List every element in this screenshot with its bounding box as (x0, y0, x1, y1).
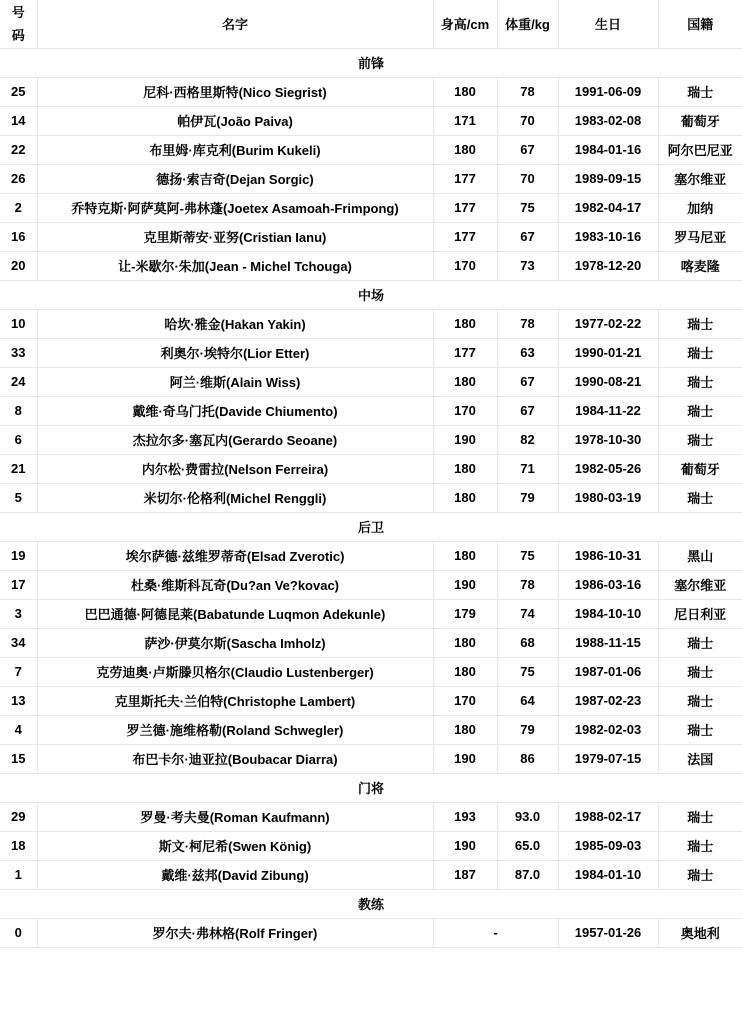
name-cell: 罗尔夫·弗林格(Rolf Fringer) (37, 918, 433, 947)
weight-cell: 70 (497, 106, 558, 135)
weight-cell: 78 (497, 77, 558, 106)
nationality-cell: 葡萄牙 (658, 454, 742, 483)
weight-cell: 67 (497, 135, 558, 164)
nationality-cell: 瑞士 (658, 338, 742, 367)
weight-cell: 93.0 (497, 802, 558, 831)
nationality-cell: 葡萄牙 (658, 106, 742, 135)
nationality-cell: 罗马尼亚 (658, 222, 742, 251)
player-row (0, 425, 742, 454)
height-cell: 190 (433, 744, 497, 773)
player-row (0, 367, 742, 396)
height-cell: 190 (433, 425, 497, 454)
player-row (0, 454, 742, 483)
weight-cell: 87.0 (497, 860, 558, 889)
birthday-cell: 1989-09-15 (558, 164, 658, 193)
height-cell: 170 (433, 251, 497, 280)
nationality-cell: 喀麦隆 (658, 251, 742, 280)
height-cell: 187 (433, 860, 497, 889)
nationality-cell: 瑞士 (658, 657, 742, 686)
height-cell: 180 (433, 367, 497, 396)
height-cell: 180 (433, 541, 497, 570)
weight-cell: 65.0 (497, 831, 558, 860)
birthday-cell: 1983-10-16 (558, 222, 658, 251)
number-cell: 1 (0, 860, 37, 889)
table-body (0, 48, 742, 947)
nationality-cell: 瑞士 (658, 425, 742, 454)
height-cell: 170 (433, 396, 497, 425)
name-cell: 德扬·索吉奇(Dejan Sorgic) (37, 164, 433, 193)
birthday-cell: 1987-01-06 (558, 657, 658, 686)
nationality-cell: 瑞士 (658, 715, 742, 744)
weight-cell: 86 (497, 744, 558, 773)
nationality-cell: 法国 (658, 744, 742, 773)
player-row (0, 657, 742, 686)
number-cell: 26 (0, 164, 37, 193)
nationality-cell: 瑞士 (658, 367, 742, 396)
player-row (0, 396, 742, 425)
nationality-cell: 奥地利 (658, 918, 742, 947)
player-row (0, 744, 742, 773)
player-row (0, 570, 742, 599)
birthday-cell: 1990-08-21 (558, 367, 658, 396)
birthday-cell: 1979-07-15 (558, 744, 658, 773)
weight-cell: 75 (497, 193, 558, 222)
number-cell: 18 (0, 831, 37, 860)
player-row (0, 309, 742, 338)
name-cell: 罗曼·考夫曼(Roman Kaufmann) (37, 802, 433, 831)
nationality-cell: 瑞士 (658, 628, 742, 657)
birthday-cell: 1984-10-10 (558, 599, 658, 628)
weight-cell: 79 (497, 483, 558, 512)
section-header-row (0, 512, 742, 541)
col-header-birthday-label: 生日 (594, 17, 621, 33)
number-cell: 29 (0, 802, 37, 831)
number-cell: 6 (0, 425, 37, 454)
col-header-weight (497, 0, 558, 48)
number-cell: 10 (0, 309, 37, 338)
name-cell: 帕伊瓦(João Paiva) (37, 106, 433, 135)
number-cell: 8 (0, 396, 37, 425)
name-cell: 克里斯托夫·兰伯特(Christophe Lambert) (37, 686, 433, 715)
player-row (0, 77, 742, 106)
player-row (0, 338, 742, 367)
col-header-name-label: 名字 (221, 17, 248, 33)
player-row (0, 251, 742, 280)
section-label: 教练 (0, 889, 742, 918)
number-cell: 0 (0, 918, 37, 947)
player-row (0, 628, 742, 657)
name-cell: 萨沙·伊莫尔斯(Sascha Imholz) (37, 628, 433, 657)
weight-cell: 67 (497, 367, 558, 396)
birthday-cell: 1977-02-22 (558, 309, 658, 338)
section-header-row (0, 889, 742, 918)
number-cell: 24 (0, 367, 37, 396)
name-cell: 利奥尔·埃特尔(Lior Etter) (37, 338, 433, 367)
section-header-row (0, 48, 742, 77)
player-row (0, 715, 742, 744)
number-cell: 33 (0, 338, 37, 367)
number-cell: 19 (0, 541, 37, 570)
height-cell: 177 (433, 338, 497, 367)
weight-cell: 63 (497, 338, 558, 367)
player-row (0, 918, 742, 947)
weight-cell: 67 (497, 396, 558, 425)
name-cell: 埃尔萨德·兹维罗蒂奇(Elsad Zverotic) (37, 541, 433, 570)
height-cell: 177 (433, 222, 497, 251)
number-cell: 14 (0, 106, 37, 135)
height-cell: 180 (433, 628, 497, 657)
nationality-cell: 瑞士 (658, 860, 742, 889)
player-row (0, 135, 742, 164)
birthday-cell: 1986-10-31 (558, 541, 658, 570)
nationality-cell: 阿尔巴尼亚 (658, 135, 742, 164)
number-cell: 34 (0, 628, 37, 657)
number-cell: 25 (0, 77, 37, 106)
weight-cell: 82 (497, 425, 558, 454)
number-cell: 22 (0, 135, 37, 164)
birthday-cell: 1987-02-23 (558, 686, 658, 715)
player-row (0, 193, 742, 222)
section-header-row (0, 773, 742, 802)
col-header-name (37, 0, 433, 48)
name-cell: 布里姆·库克利(Burim Kukeli) (37, 135, 433, 164)
player-row (0, 483, 742, 512)
col-header-nationality-label: 国籍 (687, 17, 714, 33)
col-header-number-label: 号码 (11, 4, 25, 43)
height-cell: 179 (433, 599, 497, 628)
name-cell: 乔特克斯·阿萨莫阿-弗林蓬(Joetex Asamoah-Frimpong) (37, 193, 433, 222)
player-row (0, 860, 742, 889)
number-cell: 5 (0, 483, 37, 512)
player-row (0, 599, 742, 628)
height-cell: 170 (433, 686, 497, 715)
birthday-cell: 1982-04-17 (558, 193, 658, 222)
number-cell: 16 (0, 222, 37, 251)
player-row (0, 802, 742, 831)
number-cell: 3 (0, 599, 37, 628)
height-cell: 180 (433, 715, 497, 744)
table-header (0, 0, 742, 48)
name-cell: 戴维·奇乌门托(Davide Chiumento) (37, 396, 433, 425)
nationality-cell: 瑞士 (658, 483, 742, 512)
birthday-cell: 1988-11-15 (558, 628, 658, 657)
weight-cell: 78 (497, 570, 558, 599)
player-row (0, 222, 742, 251)
height-cell: 180 (433, 454, 497, 483)
birthday-cell: 1982-05-26 (558, 454, 658, 483)
height-cell: 177 (433, 164, 497, 193)
weight-cell: 74 (497, 599, 558, 628)
birthday-cell: 1985-09-03 (558, 831, 658, 860)
birthday-cell: 1983-02-08 (558, 106, 658, 135)
nationality-cell: 瑞士 (658, 686, 742, 715)
section-label: 门将 (0, 773, 742, 802)
nationality-cell: 黑山 (658, 541, 742, 570)
col-header-height (433, 0, 497, 48)
height-weight-cell: - (433, 918, 558, 947)
weight-cell: 71 (497, 454, 558, 483)
birthday-cell: 1991-06-09 (558, 77, 658, 106)
birthday-cell: 1982-02-03 (558, 715, 658, 744)
nationality-cell: 尼日利亚 (658, 599, 742, 628)
nationality-cell: 塞尔维亚 (658, 570, 742, 599)
height-cell: 180 (433, 77, 497, 106)
section-header-row (0, 280, 742, 309)
weight-cell: 70 (497, 164, 558, 193)
nationality-cell: 瑞士 (658, 831, 742, 860)
height-cell: 177 (433, 193, 497, 222)
height-cell: 180 (433, 483, 497, 512)
number-cell: 2 (0, 193, 37, 222)
weight-cell: 79 (497, 715, 558, 744)
name-cell: 哈坎·雅金(Hakan Yakin) (37, 309, 433, 338)
birthday-cell: 1988-02-17 (558, 802, 658, 831)
name-cell: 罗兰德·施维格勒(Roland Schwegler) (37, 715, 433, 744)
weight-cell: 67 (497, 222, 558, 251)
number-cell: 4 (0, 715, 37, 744)
player-row (0, 164, 742, 193)
name-cell: 斯文·柯尼希(Swen König) (37, 831, 433, 860)
nationality-cell: 瑞士 (658, 77, 742, 106)
number-cell: 17 (0, 570, 37, 599)
birthday-cell: 1957-01-26 (558, 918, 658, 947)
birthday-cell: 1978-10-30 (558, 425, 658, 454)
weight-cell: 73 (497, 251, 558, 280)
birthday-cell: 1986-03-16 (558, 570, 658, 599)
name-cell: 米切尔·伦格利(Michel Renggli) (37, 483, 433, 512)
birthday-cell: 1984-01-16 (558, 135, 658, 164)
header-row (0, 0, 742, 48)
number-cell: 7 (0, 657, 37, 686)
col-header-weight-label: 体重/kg (505, 17, 550, 33)
birthday-cell: 1990-01-21 (558, 338, 658, 367)
player-row (0, 831, 742, 860)
height-cell: 171 (433, 106, 497, 135)
birthday-cell: 1984-11-22 (558, 396, 658, 425)
number-cell: 20 (0, 251, 37, 280)
name-cell: 杜桑·维斯科瓦奇(Du?an Ve?kovac) (37, 570, 433, 599)
birthday-cell: 1980-03-19 (558, 483, 658, 512)
number-cell: 15 (0, 744, 37, 773)
col-header-nationality (658, 0, 742, 48)
weight-cell: 64 (497, 686, 558, 715)
birthday-cell: 1978-12-20 (558, 251, 658, 280)
name-cell: 布巴卡尔·迪亚拉(Boubacar Diarra) (37, 744, 433, 773)
birthday-cell: 1984-01-10 (558, 860, 658, 889)
col-header-birthday (558, 0, 658, 48)
col-header-height-label: 身高/cm (440, 17, 490, 33)
weight-cell: 78 (497, 309, 558, 338)
weight-cell: 75 (497, 657, 558, 686)
nationality-cell: 加纳 (658, 193, 742, 222)
nationality-cell: 瑞士 (658, 396, 742, 425)
name-cell: 阿兰·维斯(Alain Wiss) (37, 367, 433, 396)
name-cell: 内尔松·费雷拉(Nelson Ferreira) (37, 454, 433, 483)
name-cell: 巴巴通德·阿德昆莱(Babatunde Luqmon Adekunle) (37, 599, 433, 628)
number-cell: 21 (0, 454, 37, 483)
name-cell: 尼科·西格里斯特(Nico Siegrist) (37, 77, 433, 106)
height-cell: 190 (433, 831, 497, 860)
weight-cell: 75 (497, 541, 558, 570)
height-cell: 180 (433, 657, 497, 686)
player-row (0, 541, 742, 570)
section-label: 中场 (0, 280, 742, 309)
number-cell: 13 (0, 686, 37, 715)
name-cell: 克劳迪奥·卢斯滕贝格尔(Claudio Lustenberger) (37, 657, 433, 686)
player-row (0, 106, 742, 135)
height-cell: 180 (433, 135, 497, 164)
section-label: 前锋 (0, 48, 742, 77)
height-cell: 190 (433, 570, 497, 599)
height-cell: 180 (433, 309, 497, 338)
name-cell: 克里斯蒂安·亚努(Cristian Ianu) (37, 222, 433, 251)
name-cell: 让-米歇尔·朱加(Jean - Michel Tchouga) (37, 251, 433, 280)
nationality-cell: 塞尔维亚 (658, 164, 742, 193)
weight-cell: 68 (497, 628, 558, 657)
section-label: 后卫 (0, 512, 742, 541)
height-cell: 193 (433, 802, 497, 831)
nationality-cell: 瑞士 (658, 309, 742, 338)
name-cell: 戴维·兹邦(David Zibung) (37, 860, 433, 889)
col-header-number (0, 0, 37, 48)
player-row (0, 686, 742, 715)
nationality-cell: 瑞士 (658, 802, 742, 831)
name-cell: 杰拉尔多·塞瓦内(Gerardo Seoane) (37, 425, 433, 454)
